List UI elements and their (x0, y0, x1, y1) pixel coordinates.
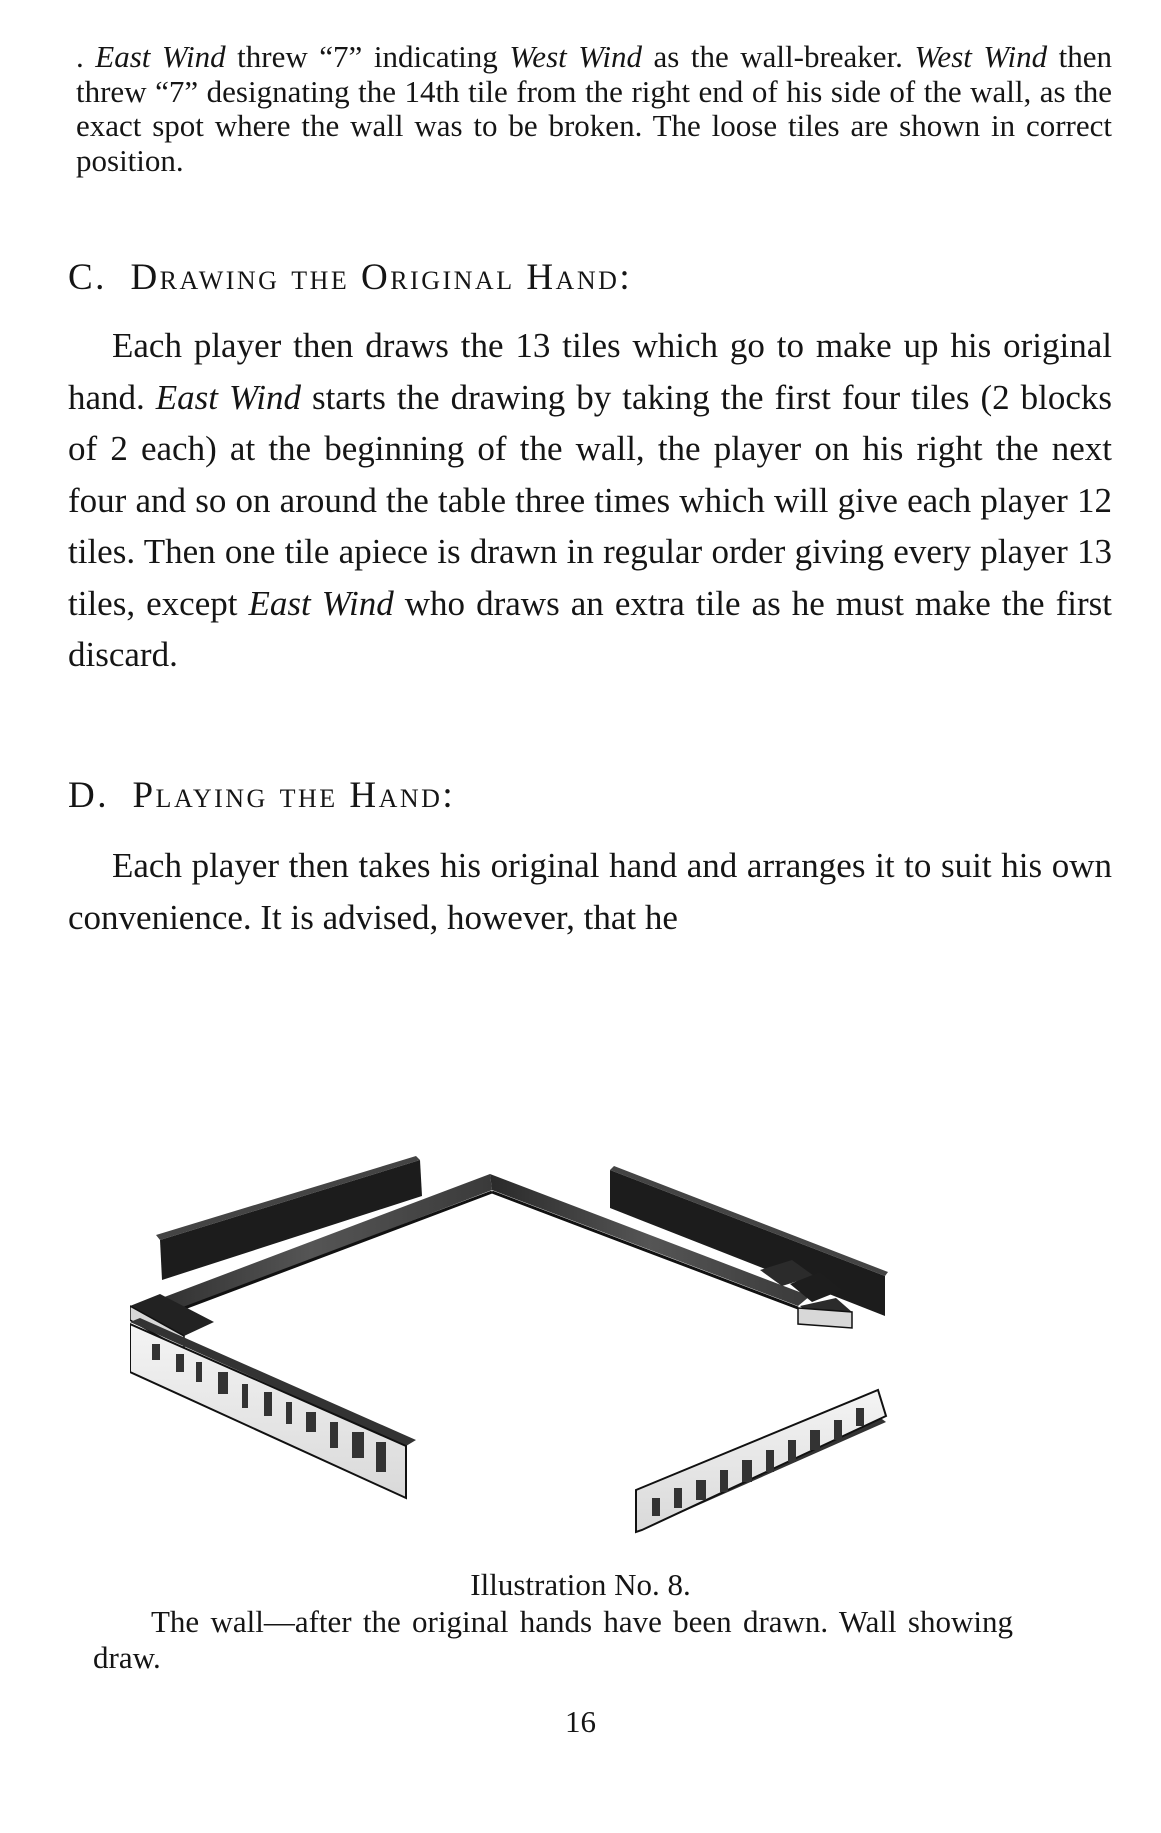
section-c-title: Drawing the Original Hand: (130, 257, 633, 298)
intro-text-1: threw “7” indicating (225, 39, 510, 74)
section-c-letter: C. (68, 257, 107, 298)
intro-lead: . (76, 39, 96, 74)
figure-caption: The wall—after the original hands have been drawn. Wall showing draw. (93, 1604, 1013, 1675)
section-d-text-1: Each player then takes his original hand and arranges it to suit his own convenience. It is advised, however, that he (68, 846, 1112, 937)
figure-title: Illustration No. 8. (470, 1567, 691, 1602)
section-d-title: Playing the Hand: (132, 775, 456, 816)
section-c-text-3: who draws an extra tile as he must make the first discard. (68, 583, 1112, 674)
wall-front-right-face (636, 1390, 886, 1532)
page-number: 16 (565, 1704, 596, 1739)
section-c-text-1: Each player then draws the 13 tiles which go to make up his original hand. (68, 326, 1112, 417)
intro-west-wind-2: West Wind (914, 39, 1048, 74)
mahjong-wall-illustration (130, 1100, 1050, 1540)
intro-paragraph (76, 40, 1112, 178)
intro-text-3: then threw “7” designating the 14th tile from the right end of his side of the wall, as the exact spot where the wall was to be broken. The loose tiles are shown in correct position. (76, 39, 1113, 178)
intro-west-wind: West Wind (509, 39, 642, 74)
intro-east-wind: East Wind (95, 39, 226, 74)
section-d-letter: D. (68, 775, 109, 816)
section-c-east-wind-2: East Wind (248, 583, 394, 623)
section-c-text-2: starts the drawing by taking the first four tiles (2 blocks of 2 each) at the beginning of the wall, the player on his right the next four and so on around the table three times which will give each player 12 tiles. Then one tile apiece is drawn in regular order giving every player 13 tiles, except (68, 377, 1112, 623)
section-d-heading (68, 774, 455, 817)
section-c-paragraph (68, 320, 1112, 681)
section-c-east-wind-1: East Wind (155, 377, 301, 417)
section-d-paragraph (68, 840, 1112, 943)
section-c-heading (68, 256, 632, 299)
wall-corner-right-face (798, 1308, 852, 1328)
intro-text-2: as the wall-breaker. (642, 39, 915, 74)
